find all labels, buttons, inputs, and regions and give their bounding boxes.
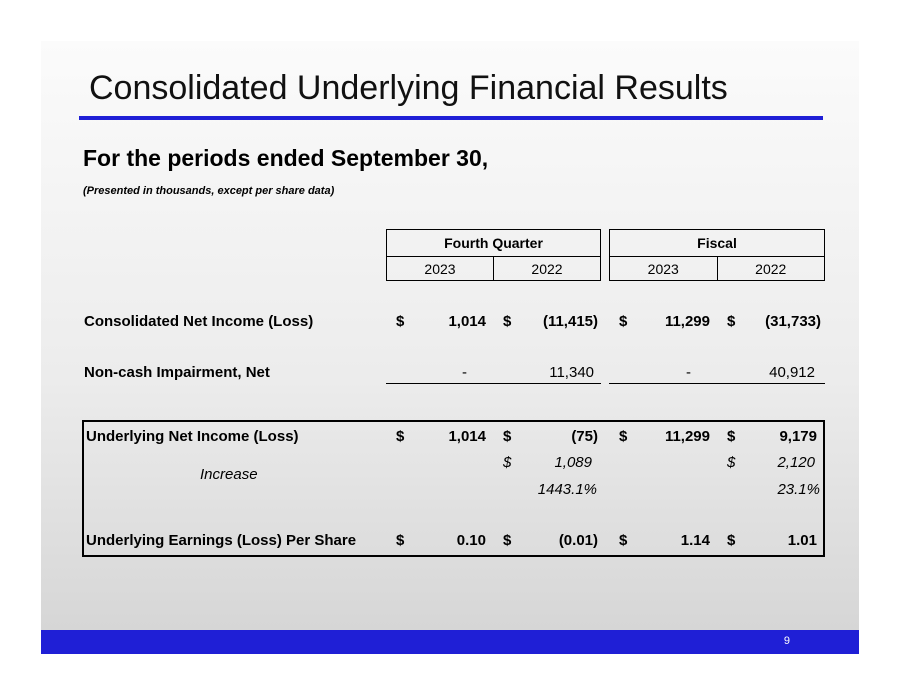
row-label-increase: Increase [200, 466, 258, 483]
row-label-impairment: Non-cash Impairment, Net [84, 364, 270, 381]
dollar-sign: $ [727, 428, 736, 445]
row-label-net-income: Consolidated Net Income (Loss) [84, 313, 314, 330]
dollar-sign: $ [727, 454, 736, 471]
header-fiscal [609, 229, 825, 281]
page-number: 9 [783, 635, 790, 647]
slide-title: Consolidated Underlying Financial Results [89, 69, 728, 107]
value-cell: 11,340 [549, 364, 594, 381]
value-cell: 11,299 [664, 313, 710, 330]
header-year: 2023 [610, 257, 718, 281]
dollar-sign: $ [727, 313, 736, 330]
value-cell: 40,912 [769, 364, 815, 381]
value-cell: (31,733) [765, 313, 821, 330]
value-cell: 1,014 [448, 428, 486, 445]
row-label-eps: Underlying Earnings (Loss) Per Share [86, 532, 357, 549]
units-note: (Presented in thousands, except per share data) [83, 185, 335, 197]
value-cell: (11,415) [542, 313, 598, 330]
dollar-sign: $ [396, 428, 405, 445]
header-year: 2023 [387, 257, 494, 281]
footer-bar [41, 630, 859, 654]
slide-subtitle: For the periods ended September 30, [83, 145, 489, 171]
dollar-sign: $ [396, 532, 405, 549]
total-underline [386, 383, 601, 384]
dollar-sign: $ [503, 532, 512, 549]
value-cell: (75) [571, 428, 598, 445]
slide [41, 41, 859, 654]
dollar-sign: $ [619, 532, 628, 549]
value-cell: 0.10 [456, 532, 486, 549]
dollar-sign: $ [619, 428, 628, 445]
value-cell: - [686, 364, 691, 381]
total-underline [609, 383, 825, 384]
dollar-sign: $ [503, 428, 512, 445]
value-cell: 1.01 [787, 532, 817, 549]
value-cell: 11,299 [664, 428, 710, 445]
header-fourth-quarter-label: Fourth Quarter [387, 230, 600, 257]
row-label-underlying-income: Underlying Net Income (Loss) [86, 428, 299, 445]
value-cell: - [462, 364, 467, 381]
header-year: 2022 [531, 261, 563, 277]
value-cell: (0.01) [558, 532, 598, 549]
value-cell: 1,014 [448, 313, 486, 330]
increase-percent: 23.1% [777, 481, 820, 498]
value-cell: 1.14 [680, 532, 710, 549]
dollar-sign: $ [619, 313, 628, 330]
dollar-sign: $ [396, 313, 405, 330]
header-fourth-quarter [386, 229, 601, 281]
header-year: 2022 [755, 261, 787, 277]
value-cell: 9,179 [779, 428, 817, 445]
dollar-sign: $ [503, 454, 512, 471]
increase-amount: 1,089 [554, 454, 592, 471]
title-underline [79, 116, 823, 120]
dollar-sign: $ [503, 313, 512, 330]
increase-percent: 1443.1% [537, 481, 597, 498]
dollar-sign: $ [727, 532, 736, 549]
increase-amount: 2,120 [777, 454, 815, 471]
header-fiscal-label: Fiscal [610, 230, 824, 257]
